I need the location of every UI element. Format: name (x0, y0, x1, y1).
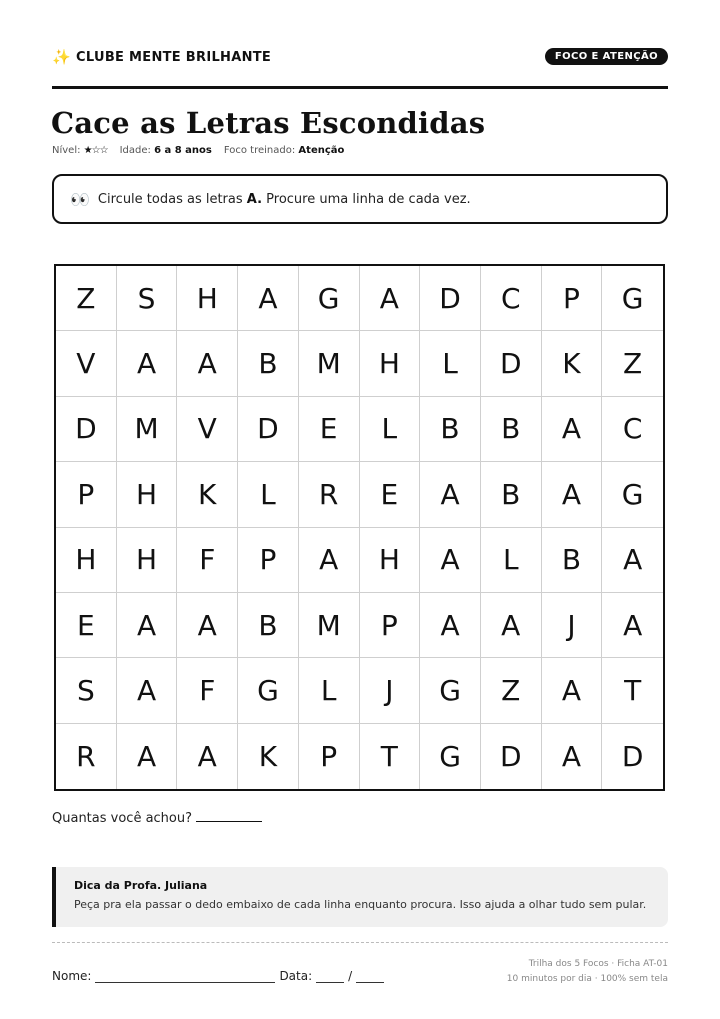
grid-letter-cell[interactable]: F (177, 658, 238, 723)
grid-letter-cell[interactable]: P (360, 593, 421, 658)
answer-blank[interactable] (196, 810, 262, 822)
grid-letter-cell[interactable]: E (56, 593, 117, 658)
eyes-icon: 👀 (70, 189, 88, 209)
grid-letter-cell[interactable]: G (299, 266, 360, 331)
grid-letter-cell[interactable]: F (177, 528, 238, 593)
grid-letter-cell[interactable]: Z (481, 658, 542, 723)
grid-letter-cell[interactable]: L (238, 462, 299, 527)
grid-letter-cell[interactable]: B (542, 528, 603, 593)
grid-letter-cell[interactable]: G (602, 266, 663, 331)
grid-letter-cell[interactable]: M (299, 331, 360, 396)
grid-letter-cell[interactable]: A (299, 528, 360, 593)
grid-letter-cell[interactable]: M (117, 397, 178, 462)
grid-letter-cell[interactable]: H (177, 266, 238, 331)
grid-letter-cell[interactable]: G (238, 658, 299, 723)
grid-letter-cell[interactable]: P (542, 266, 603, 331)
instruction-text (98, 192, 471, 207)
grid-letter-cell[interactable]: G (420, 658, 481, 723)
grid-letter-cell[interactable]: R (299, 462, 360, 527)
page-title: Cace as Letras Escondidas (51, 106, 486, 140)
grid-letter-cell[interactable]: B (238, 331, 299, 396)
grid-letter-cell[interactable]: L (420, 331, 481, 396)
grid-letter-cell[interactable]: G (420, 724, 481, 789)
tip-title: Dica da Profa. Juliana (74, 879, 208, 892)
grid-letter-cell[interactable]: M (299, 593, 360, 658)
grid-letter-cell[interactable]: E (299, 397, 360, 462)
grid-letter-cell[interactable]: A (117, 724, 178, 789)
grid-letter-cell[interactable]: K (542, 331, 603, 396)
cut-line (52, 942, 668, 943)
grid-letter-cell[interactable]: D (481, 331, 542, 396)
date-label: Data: (279, 969, 313, 983)
date-separator: / (348, 969, 353, 983)
series-id: Trilha dos 5 Focos · Ficha AT-01 (528, 959, 668, 969)
grid-letter-cell[interactable]: D (420, 266, 481, 331)
grid-letter-cell[interactable]: A (177, 593, 238, 658)
grid-letter-cell[interactable]: A (238, 266, 299, 331)
grid-letter-cell[interactable]: S (117, 266, 178, 331)
grid-letter-cell[interactable]: K (238, 724, 299, 789)
letter-grid (54, 264, 665, 791)
grid-letter-cell[interactable]: A (117, 658, 178, 723)
grid-letter-cell[interactable]: L (360, 397, 421, 462)
grid-letter-cell[interactable]: A (542, 397, 603, 462)
level-label: Nível: (52, 145, 81, 156)
grid-letter-cell[interactable]: A (420, 528, 481, 593)
age-label: Idade: (119, 145, 151, 156)
grid-letter-cell[interactable]: A (117, 331, 178, 396)
grid-letter-cell[interactable]: D (481, 724, 542, 789)
grid-letter-cell[interactable]: C (481, 266, 542, 331)
grid-letter-cell[interactable]: V (56, 331, 117, 396)
grid-letter-cell[interactable]: L (481, 528, 542, 593)
brand (52, 48, 271, 66)
grid-letter-cell[interactable]: J (360, 658, 421, 723)
activity-meta (52, 145, 356, 156)
grid-letter-cell[interactable]: A (177, 724, 238, 789)
date-month-field[interactable] (356, 971, 384, 983)
grid-letter-cell[interactable]: A (542, 724, 603, 789)
count-question (52, 810, 262, 826)
grid-letter-cell[interactable]: D (621, 739, 644, 773)
question-text: Quantas você achou? (52, 811, 193, 826)
grid-letter-cell[interactable]: T (360, 724, 421, 789)
grid-letter-cell[interactable]: A (542, 658, 603, 723)
grid-letter-cell[interactable]: P (238, 528, 299, 593)
grid-letter-cell[interactable]: A (177, 331, 238, 396)
grid-letter-cell[interactable]: T (602, 658, 663, 723)
sparkle-icon: ✨ (52, 48, 71, 66)
grid-letter-cell[interactable]: A (117, 593, 178, 658)
grid-letter-cell[interactable]: H (117, 528, 178, 593)
instruction-text-before: Circule todas as letras (97, 191, 247, 207)
grid-letter-cell[interactable]: H (360, 528, 421, 593)
grid-letter-cell[interactable]: D (56, 397, 117, 462)
grid-letter-cell[interactable]: A (360, 266, 421, 331)
grid-letter-cell[interactable]: L (299, 658, 360, 723)
instruction-text-after: Procure uma linha de cada vez. (262, 191, 471, 207)
grid-letter-cell[interactable]: Z (56, 266, 117, 331)
grid-letter-cell[interactable]: A (420, 462, 481, 527)
grid-letter-cell[interactable]: S (56, 658, 117, 723)
grid-letter-cell[interactable]: Z (602, 331, 663, 396)
grid-letter-cell[interactable]: B (238, 593, 299, 658)
target-letter: A. (246, 191, 263, 207)
grid-letter-cell[interactable]: K (177, 462, 238, 527)
usage-note: 10 minutos por dia · 100% sem tela (506, 974, 668, 984)
grid-letter-cell[interactable]: H (56, 528, 117, 593)
grid-letter-cell[interactable]: B (481, 397, 542, 462)
name-label: Nome: (52, 969, 92, 983)
grid-letter-cell[interactable]: G (602, 462, 663, 527)
grid-letter-cell[interactable]: V (177, 397, 238, 462)
level-stars-icon: ★☆☆ (83, 145, 108, 156)
grid-letter-cell[interactable]: D (238, 397, 299, 462)
page-header (52, 46, 668, 70)
teacher-tip (52, 867, 668, 927)
footer-info (507, 957, 668, 987)
grid-letter-cell[interactable]: A (602, 593, 663, 658)
grid-letter-cell[interactable]: C (602, 397, 663, 462)
grid-letter-cell[interactable]: P (299, 724, 360, 789)
grid-letter-cell[interactable]: A (542, 462, 603, 527)
grid-letter-cell[interactable]: A (602, 528, 663, 593)
grid-letter-cell[interactable]: A (420, 593, 481, 658)
brand-name: CLUBE MENTE BRILHANTE (76, 49, 272, 65)
grid-letter-cell[interactable]: P (56, 462, 117, 527)
student-fields (52, 969, 388, 983)
date-day-field[interactable] (316, 971, 344, 983)
grid-letter-cell[interactable]: E (360, 462, 421, 527)
grid-letter-cell[interactable]: A (481, 593, 542, 658)
header-divider (52, 86, 668, 89)
age-value: 6 a 8 anos (154, 145, 212, 156)
grid-letter-cell[interactable]: H (360, 331, 421, 396)
grid-letter-cell[interactable]: R (56, 724, 117, 789)
focus-label: Foco treinado: (223, 145, 296, 156)
grid-letter-cell[interactable]: H (117, 462, 178, 527)
focus-value: Atenção (298, 145, 345, 156)
category-badge: FOCO E ATENÇÃO (545, 48, 668, 65)
instruction-box (52, 174, 668, 224)
tip-text: Peça pra ela passar o dedo embaixo de cada linha enquanto procura. Isso ajuda a olhar tudo sem pular. (74, 898, 647, 911)
grid-letter-cell[interactable]: B (420, 397, 481, 462)
name-field[interactable] (95, 971, 275, 983)
grid-letter-cell[interactable]: B (481, 462, 542, 527)
grid-letter-cell[interactable]: J (542, 593, 603, 658)
